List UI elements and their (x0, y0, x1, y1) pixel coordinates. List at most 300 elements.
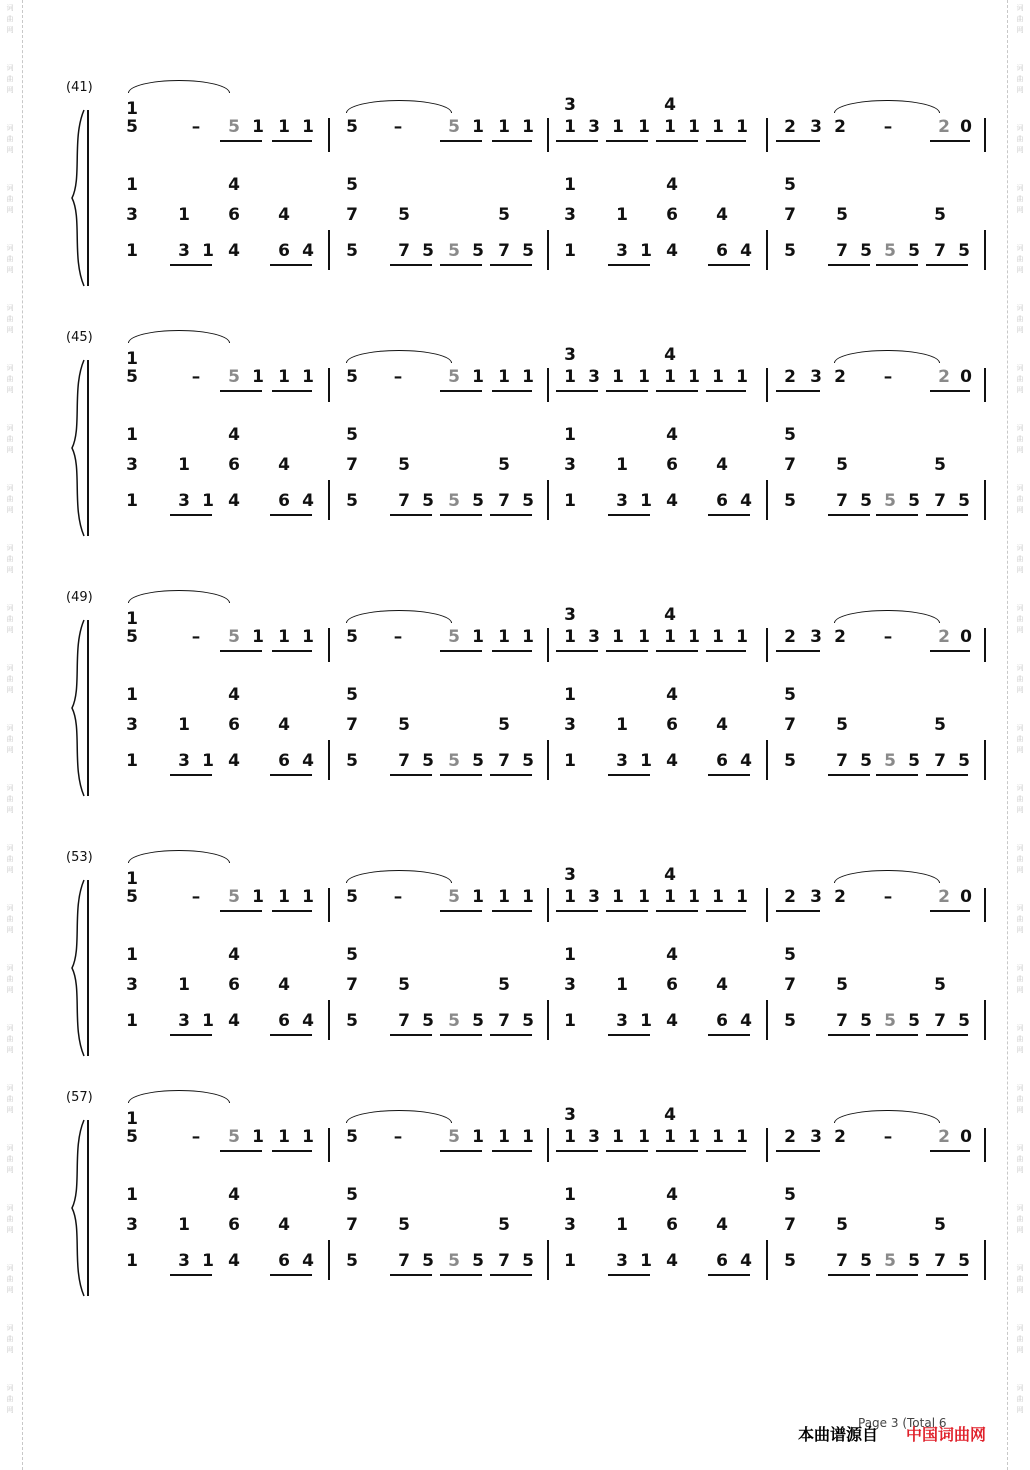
beam (656, 390, 698, 392)
beam (272, 140, 312, 142)
source-label: 本曲谱源自 (798, 1425, 879, 1444)
watermark-glyph: 曲 (6, 795, 14, 803)
note: 4 (302, 1011, 314, 1031)
note: 7 (836, 751, 848, 771)
note: 4 (228, 945, 240, 965)
note: 5 (958, 241, 970, 261)
barline-upper (547, 628, 549, 662)
barline-lower (766, 740, 768, 780)
note: 2 (784, 627, 796, 647)
watermark-glyph: 词 (1016, 484, 1024, 492)
watermark-glyph: 词 (6, 184, 14, 192)
note: 4 (278, 455, 290, 475)
note: 4 (716, 205, 728, 225)
barline-upper (328, 628, 330, 662)
note: 3 (564, 1215, 576, 1235)
note: 5 (346, 367, 358, 387)
beam (272, 390, 312, 392)
note: 1 (640, 1251, 652, 1271)
note: 5 (228, 887, 240, 907)
beam (490, 1034, 532, 1036)
watermark-glyph: 曲 (1016, 675, 1024, 683)
note: 1 (522, 367, 534, 387)
note: 1 (126, 945, 138, 965)
note: 1 (564, 751, 576, 771)
source-site: 中国词曲网 (906, 1425, 987, 1444)
note: 7 (398, 241, 410, 261)
watermark-glyph: 曲 (6, 135, 14, 143)
note: 6 (228, 715, 240, 735)
note: 7 (784, 205, 796, 225)
watermark-glyph: 曲 (6, 675, 14, 683)
note: 1 (616, 975, 628, 995)
beam (926, 1034, 968, 1036)
watermark-glyph: 曲 (6, 75, 14, 83)
note: 5 (472, 241, 484, 261)
barline-upper (984, 118, 986, 152)
note: 1 (712, 117, 724, 137)
watermark-glyph: 网 (6, 446, 14, 454)
note: 4 (228, 685, 240, 705)
beam (776, 1150, 820, 1152)
note: 7 (398, 491, 410, 511)
note: 6 (228, 1215, 240, 1235)
note: 1 (126, 241, 138, 261)
note: 3 (588, 627, 600, 647)
note: 6 (716, 241, 728, 261)
note: 4 (228, 1251, 240, 1271)
note: 1 (302, 887, 314, 907)
watermark-glyph: 词 (6, 304, 14, 312)
note: 1 (736, 367, 748, 387)
note: 4 (228, 241, 240, 261)
watermark-glyph: 网 (1016, 386, 1024, 394)
watermark-glyph: 词 (1016, 124, 1024, 132)
barline-lower (547, 1000, 549, 1040)
watermark-glyph: 词 (6, 244, 14, 252)
note: – (393, 1127, 403, 1147)
note: 5 (448, 751, 460, 771)
note: 5 (346, 751, 358, 771)
watermark-glyph: 网 (1016, 446, 1024, 454)
note: 7 (346, 975, 358, 995)
note: 3 (588, 887, 600, 907)
note: 1 (522, 887, 534, 907)
note: 4 (664, 345, 676, 365)
beam (440, 910, 482, 912)
note: 1 (278, 367, 290, 387)
note: 2 (784, 117, 796, 137)
note: 4 (666, 685, 678, 705)
note: 5 (522, 751, 534, 771)
note: 5 (346, 1185, 358, 1205)
note: 0 (960, 117, 972, 137)
barline-lower (547, 1240, 549, 1280)
beam (930, 140, 970, 142)
watermark-glyph: 网 (1016, 1046, 1024, 1054)
beam (876, 264, 918, 266)
watermark-glyph: 曲 (1016, 915, 1024, 923)
note: 5 (784, 425, 796, 445)
note: 3 (588, 117, 600, 137)
grand-staff-brace (70, 108, 90, 288)
note: 1 (664, 1127, 676, 1147)
watermark-glyph: 曲 (1016, 315, 1024, 323)
watermark-glyph: 网 (6, 686, 14, 694)
note: 4 (740, 1011, 752, 1031)
beam (656, 650, 698, 652)
note: 5 (346, 491, 358, 511)
note: 1 (564, 367, 576, 387)
note: 4 (740, 751, 752, 771)
note: 5 (448, 1127, 460, 1147)
note: 1 (126, 425, 138, 445)
note: – (191, 887, 201, 907)
note: 1 (126, 1011, 138, 1031)
note: 1 (638, 117, 650, 137)
note: 7 (836, 491, 848, 511)
watermark-glyph: 网 (6, 1286, 14, 1294)
note: 2 (834, 627, 846, 647)
beam (170, 1034, 212, 1036)
note: 1 (202, 491, 214, 511)
watermark-glyph: 曲 (1016, 855, 1024, 863)
note: 3 (564, 1105, 576, 1125)
watermark-glyph: 网 (6, 626, 14, 634)
note: 1 (126, 1251, 138, 1271)
beam (706, 1150, 746, 1152)
barline-lower (328, 480, 330, 520)
beam (828, 514, 870, 516)
note: 2 (938, 367, 950, 387)
system-1 (60, 80, 970, 290)
beam (930, 910, 970, 912)
watermark-glyph: 网 (1016, 266, 1024, 274)
system-5 (60, 1090, 970, 1300)
beam (390, 1034, 432, 1036)
watermark-glyph: 曲 (6, 735, 14, 743)
note: 5 (398, 455, 410, 475)
note: 3 (616, 241, 628, 261)
note: 5 (448, 367, 460, 387)
grand-staff-brace (70, 878, 90, 1058)
note: 4 (666, 241, 678, 261)
note: 1 (612, 627, 624, 647)
note: 5 (346, 1127, 358, 1147)
watermark-glyph: 词 (1016, 1264, 1024, 1272)
note: 1 (126, 1109, 138, 1129)
note: 5 (934, 1215, 946, 1235)
note: 5 (860, 751, 872, 771)
note: 5 (498, 205, 510, 225)
note: 7 (836, 241, 848, 261)
note: 1 (564, 685, 576, 705)
watermark-glyph: 词 (1016, 244, 1024, 252)
note: – (191, 1127, 201, 1147)
note: 4 (666, 491, 678, 511)
watermark-glyph: 网 (6, 1346, 14, 1354)
watermark-glyph: 词 (6, 1084, 14, 1092)
barline-lower (984, 740, 986, 780)
beam (606, 140, 648, 142)
barline-lower (984, 1240, 986, 1280)
watermark-glyph: 曲 (6, 1035, 14, 1043)
watermark-glyph: 网 (6, 386, 14, 394)
note: 3 (564, 605, 576, 625)
tie (346, 350, 452, 363)
note: 5 (398, 715, 410, 735)
barline-lower (984, 230, 986, 270)
watermark-glyph: 词 (1016, 784, 1024, 792)
note: 6 (666, 975, 678, 995)
watermark-glyph: 曲 (6, 1275, 14, 1283)
watermark-glyph: 网 (6, 806, 14, 814)
note: 4 (666, 1185, 678, 1205)
barline-lower (766, 480, 768, 520)
beam (606, 910, 648, 912)
beam (270, 1034, 312, 1036)
watermark-glyph: 网 (1016, 1406, 1024, 1414)
note: 1 (498, 367, 510, 387)
watermark-glyph: 词 (6, 664, 14, 672)
beam (708, 1034, 750, 1036)
watermark-glyph: 词 (1016, 604, 1024, 612)
beam (220, 1150, 262, 1152)
note: 5 (398, 975, 410, 995)
note: 5 (836, 1215, 848, 1235)
note: 3 (564, 205, 576, 225)
note: 3 (126, 715, 138, 735)
note: 1 (640, 1011, 652, 1031)
note: 5 (784, 751, 796, 771)
watermark-glyph: 曲 (1016, 1155, 1024, 1163)
beam (440, 264, 482, 266)
beam (440, 390, 482, 392)
note: 4 (302, 1251, 314, 1271)
watermark-glyph: 词 (6, 64, 14, 72)
note: – (393, 627, 403, 647)
watermark-glyph: 词 (1016, 844, 1024, 852)
note: 5 (908, 241, 920, 261)
beam (556, 910, 598, 912)
note: 5 (498, 1215, 510, 1235)
watermark-glyph: 网 (1016, 1286, 1024, 1294)
beam (492, 910, 532, 912)
note: 5 (228, 627, 240, 647)
watermark-glyph: 曲 (1016, 615, 1024, 623)
watermark-column-right (1014, 0, 1028, 1470)
note: 4 (278, 715, 290, 735)
note: 5 (860, 1011, 872, 1031)
note: 1 (612, 367, 624, 387)
note: 7 (784, 975, 796, 995)
note: 2 (784, 1127, 796, 1147)
watermark-glyph: 网 (6, 1226, 14, 1234)
tie (128, 590, 230, 603)
tie (346, 1110, 452, 1123)
beam (440, 1274, 482, 1276)
note: – (393, 887, 403, 907)
watermark-glyph: 网 (1016, 86, 1024, 94)
measure-number: (49) (66, 590, 93, 605)
note: 5 (836, 975, 848, 995)
watermark-glyph: 网 (6, 566, 14, 574)
note: 5 (448, 491, 460, 511)
watermark-glyph: 词 (6, 1384, 14, 1392)
note: 6 (278, 751, 290, 771)
note: 1 (564, 117, 576, 137)
barline-lower (984, 480, 986, 520)
note: 1 (202, 1011, 214, 1031)
watermark-glyph: 词 (6, 124, 14, 132)
beam (390, 774, 432, 776)
note: 2 (938, 1127, 950, 1147)
note: 5 (860, 1251, 872, 1271)
note: 7 (498, 1011, 510, 1031)
note: 4 (666, 945, 678, 965)
note: 2 (834, 1127, 846, 1147)
note: 5 (472, 751, 484, 771)
beam (656, 140, 698, 142)
note: 6 (228, 205, 240, 225)
note: 1 (616, 1215, 628, 1235)
note: 3 (564, 865, 576, 885)
note: 1 (640, 241, 652, 261)
watermark-glyph: 词 (6, 1324, 14, 1332)
beam (220, 140, 262, 142)
note: 5 (522, 491, 534, 511)
beam (876, 774, 918, 776)
note: 5 (228, 1127, 240, 1147)
note: 4 (278, 205, 290, 225)
note: 7 (346, 715, 358, 735)
beam (776, 910, 820, 912)
note: 1 (472, 627, 484, 647)
note: 5 (784, 491, 796, 511)
watermark-glyph: 词 (6, 904, 14, 912)
watermark-glyph: 网 (6, 26, 14, 34)
note: – (883, 887, 893, 907)
watermark-glyph: 网 (1016, 626, 1024, 634)
watermark-glyph: 曲 (1016, 555, 1024, 563)
note: 5 (126, 627, 138, 647)
note: 1 (688, 887, 700, 907)
note: 1 (564, 1185, 576, 1205)
note: 3 (616, 1011, 628, 1031)
watermark-glyph: 曲 (6, 1335, 14, 1343)
note: 5 (836, 715, 848, 735)
note: 1 (126, 751, 138, 771)
watermark-glyph: 网 (6, 986, 14, 994)
note: 5 (884, 1251, 896, 1271)
note: 7 (934, 1011, 946, 1031)
note: 3 (616, 751, 628, 771)
watermark-glyph: 词 (6, 364, 14, 372)
note: 1 (126, 175, 138, 195)
note: 4 (664, 865, 676, 885)
beam (708, 1274, 750, 1276)
barline-upper (984, 888, 986, 922)
watermark-glyph: 词 (6, 424, 14, 432)
beam (170, 514, 212, 516)
note: 1 (178, 455, 190, 475)
note: 7 (934, 1251, 946, 1271)
watermark-glyph: 曲 (1016, 195, 1024, 203)
barline-upper (766, 118, 768, 152)
note: 3 (564, 715, 576, 735)
note: 3 (810, 367, 822, 387)
note: 1 (498, 887, 510, 907)
note: 7 (398, 1251, 410, 1271)
note: 1 (712, 367, 724, 387)
note: 1 (616, 205, 628, 225)
note: 5 (934, 715, 946, 735)
note: 7 (836, 1011, 848, 1031)
beam (608, 774, 650, 776)
note: 3 (564, 95, 576, 115)
watermark-glyph: 曲 (1016, 375, 1024, 383)
note: 5 (398, 1215, 410, 1235)
note: 5 (934, 975, 946, 995)
barline-lower (328, 1240, 330, 1280)
watermark-glyph: 网 (6, 1106, 14, 1114)
watermark-glyph: 词 (1016, 364, 1024, 372)
note: 5 (934, 205, 946, 225)
note: 5 (448, 241, 460, 261)
note: 1 (252, 1127, 264, 1147)
note: 1 (252, 627, 264, 647)
beam (170, 264, 212, 266)
beam (926, 514, 968, 516)
note: 1 (126, 609, 138, 629)
beam (492, 650, 532, 652)
note: 1 (616, 715, 628, 735)
beam (440, 1150, 482, 1152)
watermark-glyph: 曲 (6, 435, 14, 443)
note: 6 (278, 1251, 290, 1271)
note: 5 (784, 241, 796, 261)
note: 4 (302, 241, 314, 261)
barline-lower (328, 230, 330, 270)
note: 4 (740, 1251, 752, 1271)
beam (440, 650, 482, 652)
beam (926, 774, 968, 776)
note: 1 (736, 887, 748, 907)
note: 1 (564, 241, 576, 261)
watermark-glyph: 曲 (1016, 15, 1024, 23)
note: 1 (302, 1127, 314, 1147)
note: 1 (736, 627, 748, 647)
note: 5 (472, 1011, 484, 1031)
watermark-glyph: 曲 (1016, 75, 1024, 83)
note: 6 (666, 715, 678, 735)
beam (606, 390, 648, 392)
note: 5 (398, 205, 410, 225)
note: 5 (784, 945, 796, 965)
watermark-glyph: 网 (1016, 1226, 1024, 1234)
note: 2 (834, 887, 846, 907)
beam (270, 774, 312, 776)
barline-upper (984, 1128, 986, 1162)
beam (490, 1274, 532, 1276)
note: 3 (588, 367, 600, 387)
note: 7 (398, 751, 410, 771)
note: 5 (522, 241, 534, 261)
note: 1 (688, 1127, 700, 1147)
note: 4 (666, 751, 678, 771)
note: 7 (784, 715, 796, 735)
note: 3 (178, 241, 190, 261)
